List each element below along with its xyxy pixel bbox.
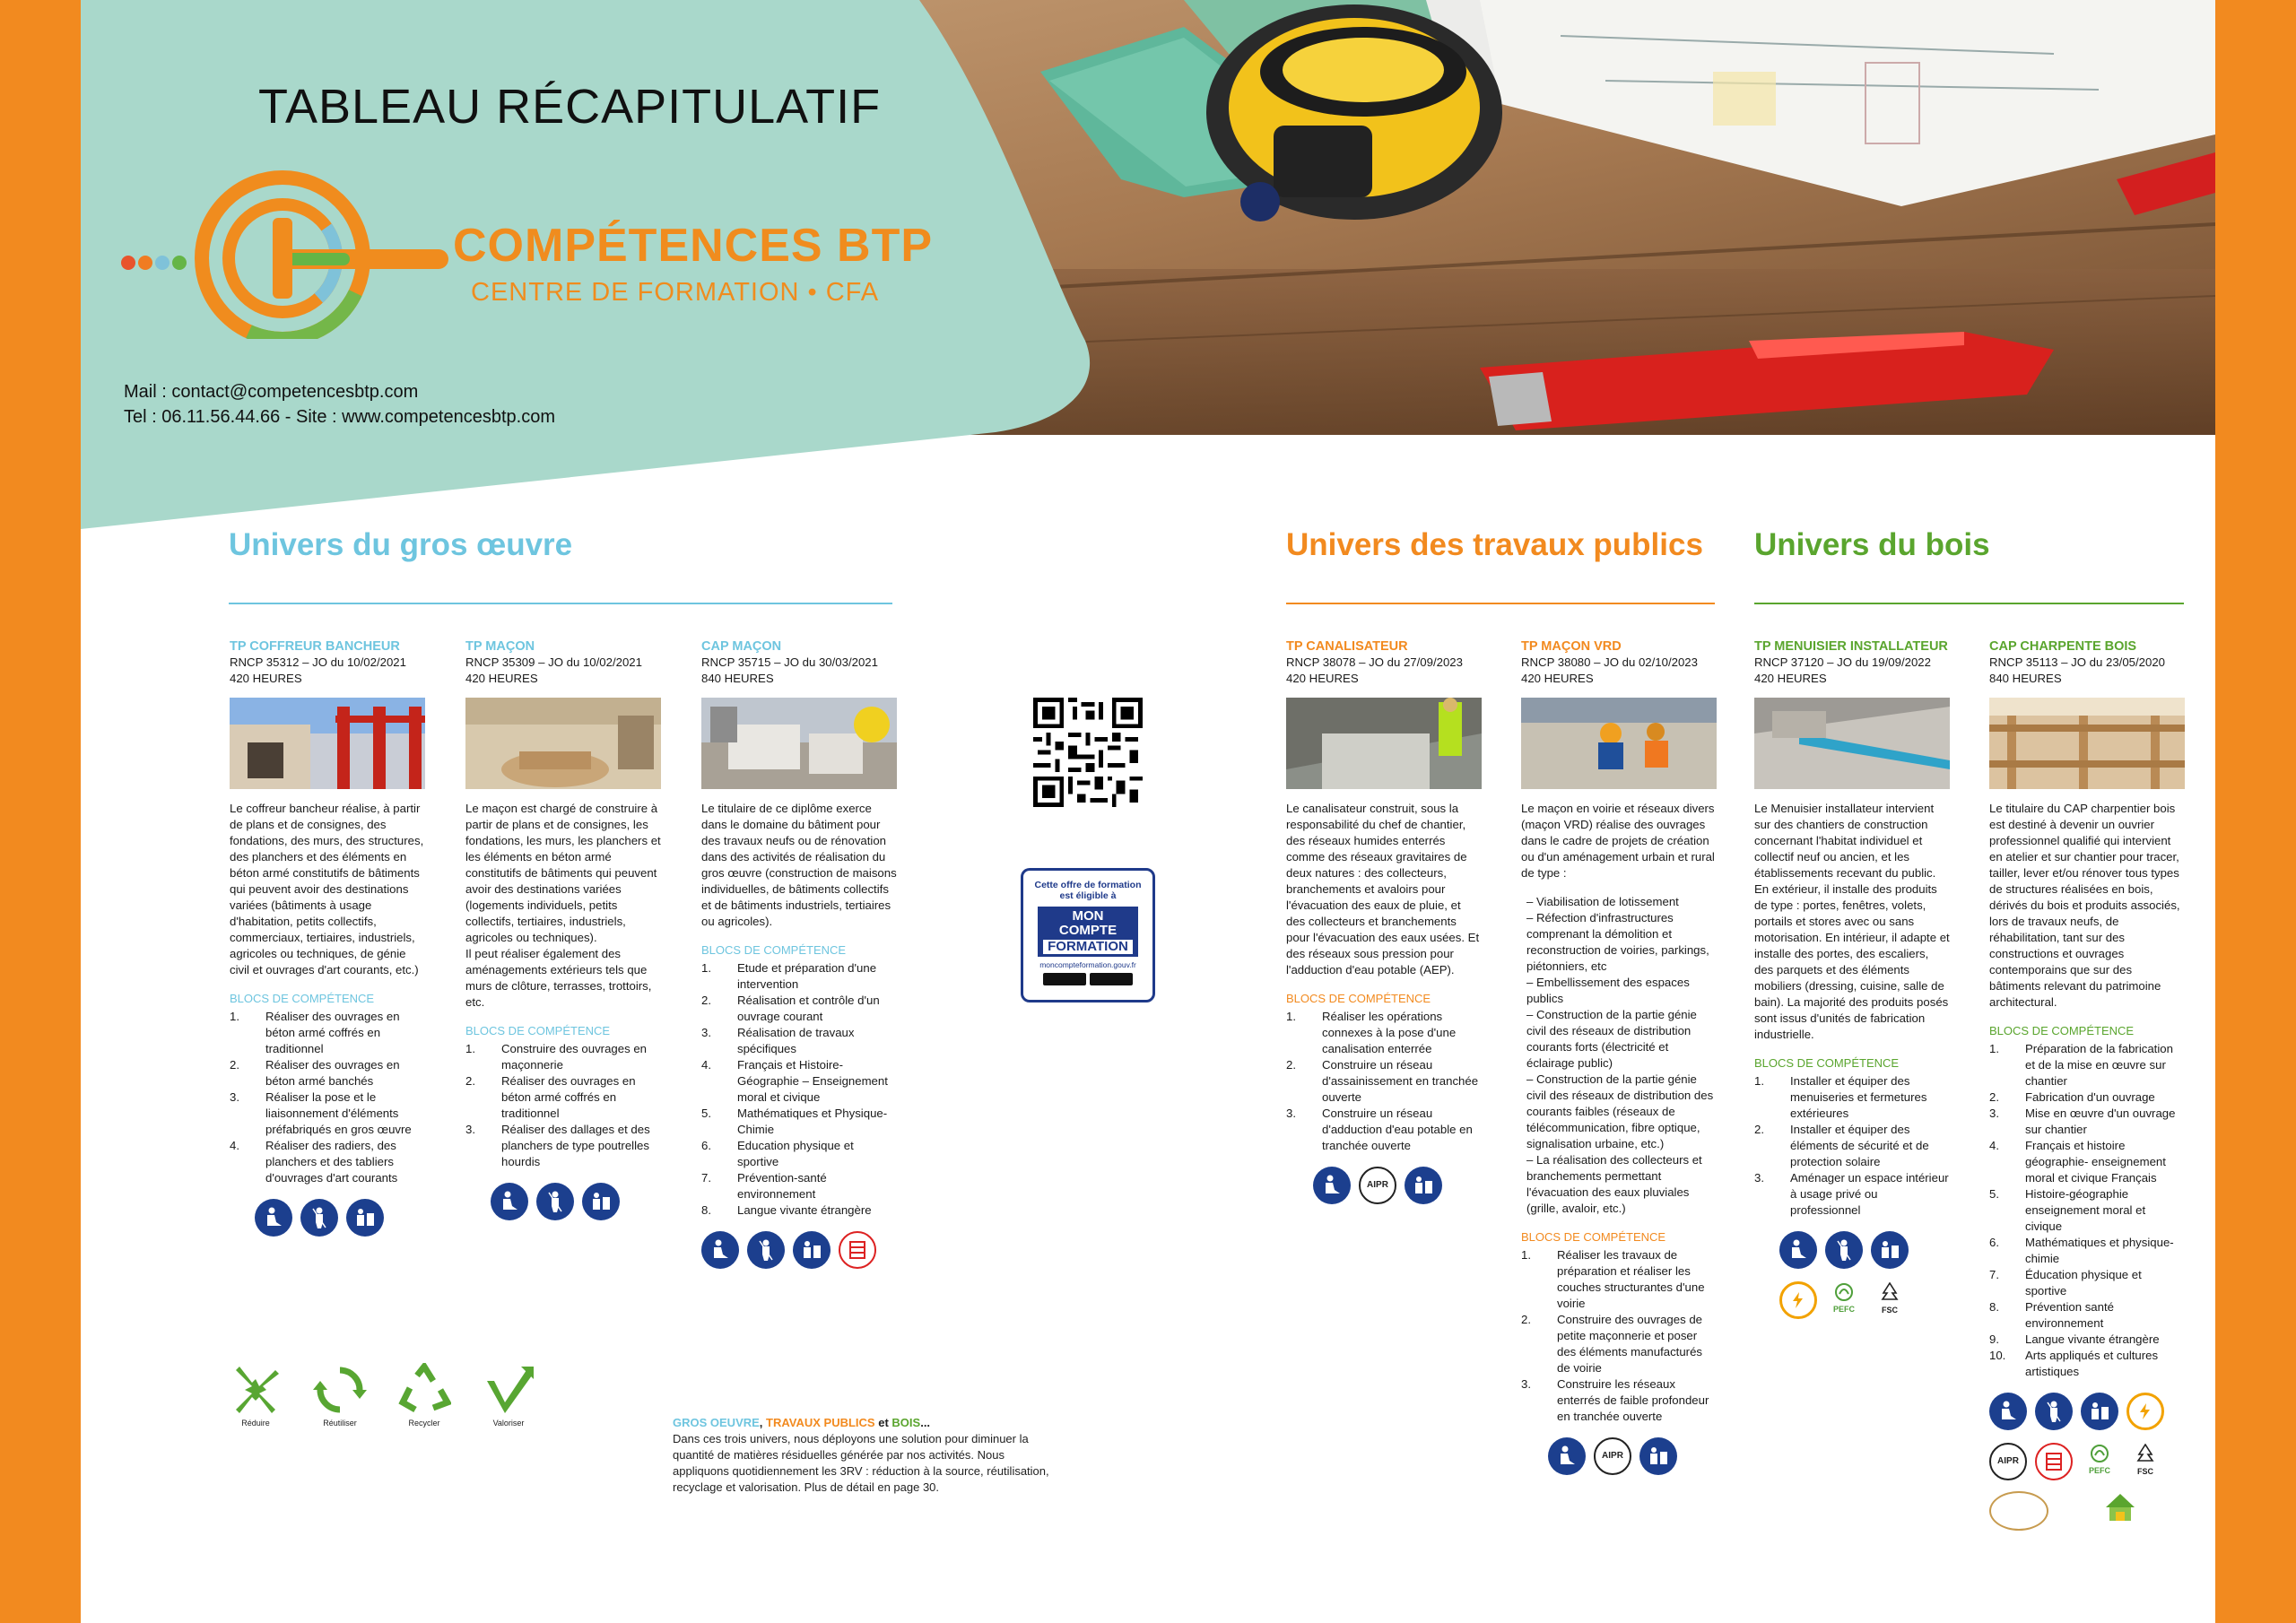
mcf-url: moncompteformation.gouv.fr <box>1039 960 1136 969</box>
brand-name: COMPÉTENCES BTP <box>453 220 934 272</box>
page-title: TABLEAU RÉCAPITULATIF <box>258 80 882 134</box>
mcf-line1: Cette offre de formation <box>1034 880 1142 890</box>
blocs-label: BLOCS DE COMPÉTENCE <box>1286 992 1431 1005</box>
formation-photo <box>1989 698 2185 789</box>
list-item: 3. Aménager un espace intérieur à usage privé ou professionnel <box>1754 1171 1949 1217</box>
list-item: 3. Réalisation de travaux spécifiques <box>701 1026 855 1055</box>
right-frame <box>2215 0 2296 1623</box>
list-item: – Viabilisation de lotissement <box>1526 895 1679 908</box>
formation-title: TP CANALISATEUR <box>1286 639 1408 654</box>
blocs-label: BLOCS DE COMPÉTENCE <box>465 1024 611 1037</box>
aipr-badge-icon: AIPR <box>1989 1443 2027 1480</box>
worker-safety-icon <box>1989 1393 2027 1430</box>
formation-hours: 420 HEURES <box>1521 672 1594 685</box>
list-item: 2. Réalisation et contrôle d'un ouvrage courant <box>701 994 880 1023</box>
electrical-habilitation-icon <box>2126 1393 2164 1430</box>
institut-construction-passive-logo <box>1989 1491 2048 1531</box>
pefc-icon: PEFC <box>2081 1443 2118 1480</box>
formation-description: Le titulaire du CAP charpentier bois est destiné à devenir un ouvrier professionnel qualifié qui intervient en atelier et sur chantier pour tracer, tailler, lever et/ou rénover tous types de structures réalisées en bois, dérivés du bois et produits associés, lors de travaux neufs, de réhabilitation, tant sur des constructions et ouvrages contemporains que sur des bâtiments relevant du patrimoine architectural. <box>1989 802 2180 1009</box>
scaffold-icon <box>2035 1443 2073 1480</box>
formation-ref: RNCP 35113 – JO du 23/05/2020 <box>1989 655 2165 669</box>
formation-title: CAP CHARPENTE BOIS <box>1989 639 2137 654</box>
valorize-icon <box>482 1363 535 1417</box>
formation-description: Le coffreur bancheur réalise, à partir de plans et de consignes, des fondations, des murs, des structures, des planchers et des éléments en béton armé constitutifs de bâtiments qui peuvent avoir des destinations variées (bâtiments à usage d'habitation, petits collectifs, commerciaux, tertiaires, industriels, agricoles ou techniques, de génie civil et ouvrages d'art courants, etc.) <box>230 802 424 976</box>
formation-ref: RNCP 35309 – JO du 10/02/2021 <box>465 655 642 669</box>
formation-canalisateur <box>1286 638 1482 1204</box>
blocs-list <box>465 1041 661 1170</box>
list-item: 8. Langue vivante étrangère <box>701 1203 872 1217</box>
formation-coffreur <box>230 638 425 1237</box>
formation-hours: 420 HEURES <box>1754 672 1827 685</box>
section-title-gros-oeuvre: Univers du gros œuvre <box>229 527 573 562</box>
section-rule-bois <box>1754 603 2184 604</box>
worker-safety-icon <box>491 1183 528 1220</box>
qr-code[interactable] <box>1033 698 1143 812</box>
electrical-habilitation-icon <box>1779 1281 1817 1319</box>
list-item: 5. Mathématiques et Physique-Chimie <box>701 1107 888 1136</box>
blocs-list <box>701 960 897 1219</box>
list-item: 2. Fabrication d'un ouvrage <box>1989 1090 2155 1104</box>
blocs-label: BLOCS DE COMPÉTENCE <box>1754 1056 1900 1070</box>
section-rule-gros-oeuvre <box>229 603 892 604</box>
aipr-badge-icon: AIPR <box>1359 1167 1396 1204</box>
list-item: – Construction de la partie génie civil des réseaux de distribution des courants faibles (réseaux de télécommunication, fibre optique, signalisation urbaine, etc.) <box>1526 1072 1714 1150</box>
list-item: 10. Arts appliqués et cultures artistiques <box>1989 1349 2159 1378</box>
brand-subtitle: CENTRE DE FORMATION • CFA <box>471 278 880 307</box>
list-item: – Embellissement des espaces publics <box>1526 976 1690 1005</box>
formation-ref: RNCP 37120 – JO du 19/09/2022 <box>1754 655 1931 669</box>
mon-compte-formation-badge[interactable] <box>1021 868 1155 1002</box>
formation-title: TP MENUISIER INSTALLATEUR <box>1754 639 1948 654</box>
harness-icon <box>747 1231 785 1269</box>
worker-safety-icon <box>1548 1437 1586 1475</box>
rrv-label: Recycler <box>408 1419 440 1428</box>
list-item: 4. Réaliser des radiers, des planchers et des tabliers d'ouvrages d'art courants <box>230 1139 398 1185</box>
formation-macon <box>465 638 661 1220</box>
blocs-label: BLOCS DE COMPÉTENCE <box>1989 1024 2135 1037</box>
lifting-icon <box>1639 1437 1677 1475</box>
formation-hours: 840 HEURES <box>701 672 774 685</box>
footer-body: Dans ces trois univers, nous déployons une solution pour diminuer la quantité de matières résiduelles générée par nos activités. Nous appliquons quotidiennement les 3RV : réduction à la source, réutilisation, recyclage et valorisation. Plus de détail en page 30. <box>673 1432 1049 1494</box>
list-item: 3. Construire les réseaux enterrés de faible profondeur en tranchée ouverte <box>1521 1377 1709 1423</box>
recycle-icon <box>397 1363 451 1417</box>
list-item: – Construction de la partie génie civil des réseaux de distribution courants forts (électricité et éclairage public) <box>1526 1008 1697 1070</box>
formation-hours: 420 HEURES <box>465 672 538 685</box>
formation-photo <box>1286 698 1482 789</box>
lifting-icon <box>793 1231 831 1269</box>
mcf-mon: MON <box>1072 908 1104 924</box>
harness-icon <box>1825 1231 1863 1269</box>
left-frame <box>0 0 81 1623</box>
lifting-icon <box>1405 1167 1442 1204</box>
list-item: 6. Education physique et sportive <box>701 1139 854 1168</box>
formation-title: CAP MAÇON <box>701 639 782 654</box>
blocs-list <box>1521 1247 1717 1425</box>
mcf-line2: est éligible à <box>1059 890 1117 901</box>
list-item: 2. Construire un réseau d'assainissement en tranchée ouverte <box>1286 1058 1479 1104</box>
list-item: 2. Réaliser des ouvrages en béton armé coffrés en traditionnel <box>465 1074 636 1120</box>
list-item: 1. Réaliser les travaux de préparation et réaliser les couches structurantes d'une voirie <box>1521 1248 1705 1310</box>
formation-title: TP MAÇON <box>465 639 535 654</box>
formation-photo <box>1521 698 1717 789</box>
list-item: – Réfection d'infrastructures comprenant la démolition et reconstruction de voiries, parkings, piétonniers, etc <box>1526 911 1709 973</box>
worker-safety-icon <box>1779 1231 1817 1269</box>
blocs-label: BLOCS DE COMPÉTENCE <box>701 943 847 957</box>
fsc-icon: FSC <box>2126 1443 2164 1480</box>
app-store-icon <box>1090 973 1133 985</box>
mcf-formation: FORMATION <box>1043 940 1133 954</box>
list-item: 5. Histoire-géographie enseignement moral et civique <box>1989 1187 2146 1233</box>
mcf-compte: COMPTE <box>1058 923 1118 938</box>
lifting-icon <box>2081 1393 2118 1430</box>
competences-btp-logo <box>117 160 457 343</box>
worker-safety-icon <box>701 1231 739 1269</box>
formation-ref: RNCP 35312 – JO du 10/02/2021 <box>230 655 406 669</box>
formation-photo <box>230 698 425 789</box>
list-item: 1. Préparation de la fabrication et de la mise en œuvre sur chantier <box>1989 1042 2173 1088</box>
section-rule-travaux-publics <box>1286 603 1715 604</box>
rrv-label: Réduire <box>241 1419 270 1428</box>
formation-hours: 420 HEURES <box>230 672 302 685</box>
formation-description: Le maçon en voirie et réseaux divers (maçon VRD) réalise des ouvrages dans le cadre de projets de création ou d'un aménagement urbain et rural de type : <box>1521 802 1715 880</box>
formation-ref: RNCP 35715 – JO du 30/03/2021 <box>701 655 878 669</box>
reduce-icon <box>229 1363 283 1417</box>
formation-cap-macon <box>701 638 897 1269</box>
formation-ref: RNCP 38078 – JO du 27/09/2023 <box>1286 655 1463 669</box>
list-item: 4. Français et histoire géographie- enseignement moral et civique Français <box>1989 1139 2166 1185</box>
aipr-badge-icon: AIPR <box>1594 1437 1631 1475</box>
list-item: 6. Mathématiques et physique-chimie <box>1989 1236 2174 1265</box>
list-item: 1. Installer et équiper des menuiseries et fermetures extérieures <box>1754 1074 1927 1120</box>
list-item: 1. Construire des ouvrages en maçonnerie <box>465 1042 648 1072</box>
worker-safety-icon <box>255 1199 292 1237</box>
blocs-list <box>1989 1041 2185 1380</box>
harness-icon <box>536 1183 574 1220</box>
rrv-label: Réutiliser <box>323 1419 357 1428</box>
list-item: 1. Etude et préparation d'une intervention <box>701 961 877 991</box>
harness-icon <box>300 1199 338 1237</box>
formation-title: TP MAÇON VRD <box>1521 639 1622 654</box>
list-item: 2. Installer et équiper des éléments de sécurité et de protection solaire <box>1754 1123 1929 1168</box>
formation-menuisier <box>1754 638 1950 1319</box>
section-title-bois: Univers du bois <box>1754 527 1990 562</box>
blocs-label: BLOCS DE COMPÉTENCE <box>230 992 375 1005</box>
formation-hours: 840 HEURES <box>1989 672 2062 685</box>
formation-description: Le maçon est chargé de construire à partir de plans et de consignes, les fondations, les murs, les planchers et les éléments en béton armé constitutifs de bâtiments qui peuvent avoir des destinations variées (logements individuels, petits collectifs, tertiaires, industriels, agricoles ou techniques). <box>465 802 661 944</box>
recycler-item <box>393 1363 456 1428</box>
list-item: 7. Éducation physique et sportive <box>1989 1268 2142 1298</box>
list-item: 1. Réaliser des ouvrages en béton armé coffrés en traditionnel <box>230 1010 400 1055</box>
formation-photo <box>465 698 661 789</box>
list-item: 3. Construire un réseau d'adduction d'eau potable en tranchée ouverte <box>1286 1107 1473 1152</box>
valoriser-item <box>477 1363 540 1428</box>
blocs-list <box>1754 1073 1950 1219</box>
reduire-item <box>224 1363 287 1428</box>
formation-charpente <box>1989 638 2185 1531</box>
list-item: 2. Réaliser des ouvrages en béton armé banchés <box>230 1058 400 1088</box>
footer-keyword-bois: BOIS <box>891 1416 921 1429</box>
formation-photo <box>701 698 897 789</box>
footer-keyword-travaux-publics: TRAVAUX PUBLICS <box>766 1416 875 1429</box>
list-item: 3. Mise en œuvre d'un ouvrage sur chantier <box>1989 1107 2176 1136</box>
vrd-items-list <box>1521 894 1717 1217</box>
footer-keyword-gros-oeuvre: GROS OEUVRE <box>673 1416 760 1429</box>
reuse-icon <box>313 1363 367 1417</box>
list-item: 2. Construire des ouvrages de petite maçonnerie et poser des éléments manufacturés de voirie <box>1521 1313 1703 1375</box>
list-item: 3. Réaliser des dallages et des planchers de type poutrelles hourdis <box>465 1123 650 1168</box>
blocs-label: BLOCS DE COMPÉTENCE <box>1521 1230 1666 1244</box>
energy-house-logo <box>2102 1491 2138 1531</box>
worker-safety-icon <box>1313 1167 1351 1204</box>
list-item: 1. Réaliser les opérations connexes à la pose d'une canalisation enterrée <box>1286 1010 1457 1055</box>
rrv-explanation: GROS OEUVRE, TRAVAUX PUBLICS et BOIS... Dans ces trois univers, nous déployons une solution pour diminuer la quantité de matières résiduelles générée par nos activités. Nous appliquons quotidiennement les 3RV : réduction à la source, réutilisation, recyclage et valorisation. Plus de détail en page 30. <box>673 1415 1058 1496</box>
fsc-icon: FSC <box>1871 1281 1909 1319</box>
formation-description: Le Menuisier installateur intervient sur des chantiers de construction concernant l'habitat individuel et collectif neuf ou ancien, et les établissements recevant du public. En extérieur, il installe des produits de type : portes, fenêtres, volets, portails et stores avec ou sans motorisation. En intérieur, il adapte et installe des portes, des escaliers, des parquets et des éléments mobiliers (dressing, cuisine, salle de bain). La majorité des produits posés sont issus d'unités de fabrication industrielle. <box>1754 802 1950 1041</box>
list-item: – La réalisation des collecteurs et branchements permettant l'évacuation des eaux pluviales (grille, avaloir, etc.) <box>1526 1153 1702 1215</box>
lifting-icon <box>1871 1231 1909 1269</box>
harness-icon <box>2035 1393 2073 1430</box>
scaffold-icon <box>839 1231 876 1269</box>
section-title-travaux-publics: Univers des travaux publics <box>1286 527 1703 562</box>
contact-mail: Mail : contact@competencesbtp.com <box>124 382 419 402</box>
formation-ref: RNCP 38080 – JO du 02/10/2023 <box>1521 655 1698 669</box>
list-item: 9. Langue vivante étrangère <box>1989 1332 2160 1346</box>
blocs-list <box>230 1009 425 1186</box>
list-item: 4. Français et Histoire-Géographie – Enseignement moral et civique <box>701 1058 888 1104</box>
formation-description-2: Il peut réaliser également des aménagements extérieurs tels que murs de clôture, terrasses, trottoirs, etc. <box>465 947 652 1009</box>
list-item: 8. Prévention santé environnement <box>1989 1300 2114 1330</box>
lifting-icon <box>346 1199 384 1237</box>
google-play-icon <box>1043 973 1086 985</box>
pefc-icon: PEFC <box>1825 1281 1863 1319</box>
formation-description: Le titulaire de ce diplôme exerce dans le domaine du bâtiment pour des travaux neufs ou de rénovation dans des activités de réalisation du gros œuvre (construction de maisons individuelles, de bâtiments collectifs et de bâtiments industriels, tertiaires ou agricoles). <box>701 802 897 928</box>
formation-description: Le canalisateur construit, sous la responsabilité du chef de chantier, des réseaux humides enterrés comme des réseaux gravitaires de deux natures : des collecteurs, branchements et avaloirs pour l'évacuation des eaux de pluie, et des collecteurs et branchements pour l'évacuation des eaux usées. Et des réseaux sous pression pour l'adduction d'eau potable (AEP). <box>1286 802 1480 976</box>
blocs-list <box>1286 1009 1482 1154</box>
lifting-icon <box>582 1183 620 1220</box>
formation-macon-vrd <box>1521 638 1717 1475</box>
list-item: 7. Prévention-santé environnement <box>701 1171 827 1201</box>
rrv-label: Valoriser <box>492 1419 525 1428</box>
formation-title: TP COFFREUR BANCHEUR <box>230 639 400 654</box>
formation-photo <box>1754 698 1950 789</box>
formation-hours: 420 HEURES <box>1286 672 1359 685</box>
reutiliser-item <box>309 1363 371 1428</box>
contact-phone-site: Tel : 06.11.56.44.66 - Site : www.competencesbtp.com <box>124 407 555 427</box>
list-item: 3. Réaliser la pose et le liaisonnement d'éléments préfabriqués en gros œuvre <box>230 1090 412 1136</box>
